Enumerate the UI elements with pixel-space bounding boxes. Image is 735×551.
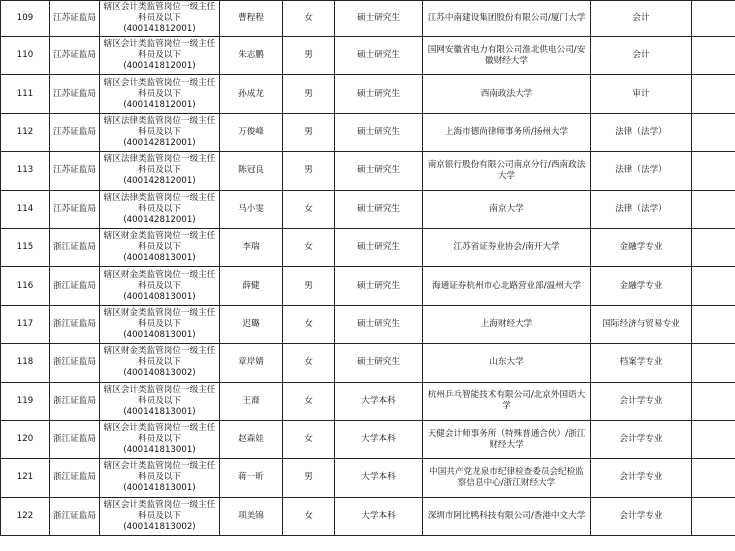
position-name-cell — [100, 37, 220, 75]
candidate-name-cell: 陈冠良 — [220, 152, 283, 190]
hiring-bureau-cell: 浙江证监局 — [50, 228, 100, 266]
position-code: (400140813001) — [123, 253, 196, 264]
position-name-cell — [100, 113, 220, 151]
row-number-cell: 118 — [1, 344, 50, 382]
position-code: (400141813001) — [123, 406, 196, 417]
position-name-cell — [100, 305, 220, 343]
hiring-bureau-cell: 浙江证监局 — [50, 420, 100, 458]
position-title: 辖区会计类监管岗位一级主任科员及以下 — [103, 77, 216, 99]
position-title: 辖区财金类监管岗位一级主任科员及以下 — [103, 231, 216, 253]
candidate-name-cell: 万俊峰 — [220, 113, 283, 151]
major-cell: 会计学专业 — [591, 459, 692, 497]
candidate-name-cell: 王裔 — [220, 382, 283, 420]
education-cell: 硕士研究生 — [335, 305, 423, 343]
position-code: (400142812001) — [123, 137, 196, 148]
education-cell: 硕士研究生 — [335, 37, 423, 75]
workplace-school-cell: 上海市德尚律师事务所/扬州大学 — [423, 113, 591, 151]
education-cell: 硕士研究生 — [335, 344, 423, 382]
position-name-cell — [100, 75, 220, 113]
position-code: (400140813001) — [123, 329, 196, 340]
table-row — [1, 113, 735, 151]
major-cell: 会计学专业 — [591, 382, 692, 420]
position-code: (400141813002) — [123, 521, 196, 532]
education-cell: 硕士研究生 — [335, 190, 423, 228]
table-row — [1, 382, 735, 420]
table-row — [1, 459, 735, 497]
gender-cell: 男 — [283, 75, 335, 113]
table-row — [1, 37, 735, 75]
row-number-cell: 122 — [1, 497, 50, 535]
workplace-school-cell: 海通证券杭州市心北路营业部/温州大学 — [423, 267, 591, 305]
candidate-name-cell: 朱志鹏 — [220, 37, 283, 75]
gender-cell: 女 — [283, 420, 335, 458]
table-row — [1, 228, 735, 266]
row-number-cell: 116 — [1, 267, 50, 305]
position-code: (400141812001) — [123, 99, 196, 110]
education-cell: 硕士研究生 — [335, 152, 423, 190]
gender-cell: 女 — [283, 1, 335, 37]
workplace-school-cell: 南京大学 — [423, 190, 591, 228]
position-title: 辖区会计类监管岗位一级主任科员及以下 — [103, 499, 216, 521]
remark-cell — [692, 305, 735, 343]
hiring-bureau-cell: 江苏证监局 — [50, 190, 100, 228]
candidate-name-cell: 迟璐 — [220, 305, 283, 343]
gender-cell: 男 — [283, 37, 335, 75]
table-row — [1, 305, 735, 343]
gender-cell: 女 — [283, 190, 335, 228]
hiring-bureau-cell: 江苏证监局 — [50, 1, 100, 37]
gender-cell: 男 — [283, 267, 335, 305]
remark-cell — [692, 228, 735, 266]
education-cell: 硕士研究生 — [335, 75, 423, 113]
major-cell: 会计学专业 — [591, 420, 692, 458]
hiring-bureau-cell: 浙江证监局 — [50, 267, 100, 305]
position-code: (400142812001) — [123, 214, 196, 225]
workplace-school-cell: 西南政法大学 — [423, 75, 591, 113]
position-title: 辖区会计类监管岗位一级主任科员及以下 — [103, 39, 216, 61]
hiring-bureau-cell: 浙江证监局 — [50, 382, 100, 420]
candidate-name-cell: 项美锦 — [220, 497, 283, 535]
position-code: (400141812001) — [123, 61, 196, 72]
remark-cell — [692, 459, 735, 497]
row-number-cell: 112 — [1, 113, 50, 151]
position-name-cell — [100, 190, 220, 228]
table-row — [1, 497, 735, 535]
row-number-cell: 110 — [1, 37, 50, 75]
remark-cell — [692, 113, 735, 151]
position-title: 辖区财金类监管岗位一级主任科员及以下 — [103, 307, 216, 329]
table-row — [1, 152, 735, 190]
table-row — [1, 344, 735, 382]
candidate-name-cell: 孙成龙 — [220, 75, 283, 113]
position-title: 辖区法律类监管岗位一级主任科员及以下 — [103, 115, 216, 137]
remark-cell — [692, 37, 735, 75]
table-row — [1, 190, 735, 228]
position-name-cell — [100, 152, 220, 190]
position-title: 辖区财金类监管岗位一级主任科员及以下 — [103, 346, 216, 368]
gender-cell: 男 — [283, 152, 335, 190]
position-title: 辖区会计类监管岗位一级主任科员及以下 — [103, 2, 216, 23]
education-cell: 大学本科 — [335, 459, 423, 497]
remark-cell — [692, 382, 735, 420]
workplace-school-cell: 国网安徽省电力有限公司淮北供电公司/安徽财经大学 — [423, 37, 591, 75]
candidate-name-cell: 蒋一昕 — [220, 459, 283, 497]
row-number-cell: 115 — [1, 228, 50, 266]
position-code: (400142812001) — [123, 176, 196, 187]
table-row — [1, 75, 735, 113]
remark-cell — [692, 75, 735, 113]
row-number-cell: 109 — [1, 1, 50, 37]
education-cell: 大学本科 — [335, 382, 423, 420]
major-cell: 审计 — [591, 75, 692, 113]
position-name-cell — [100, 344, 220, 382]
education-cell: 硕士研究生 — [335, 1, 423, 37]
gender-cell: 男 — [283, 459, 335, 497]
position-name-cell — [100, 267, 220, 305]
major-cell: 会计 — [591, 37, 692, 75]
hiring-bureau-cell: 江苏证监局 — [50, 75, 100, 113]
position-name-cell — [100, 420, 220, 458]
row-number-cell: 114 — [1, 190, 50, 228]
education-cell: 硕士研究生 — [335, 267, 423, 305]
workplace-school-cell: 深圳市阿比鸭科技有限公司/香港中文大学 — [423, 497, 591, 535]
position-name-cell — [100, 382, 220, 420]
position-name-cell — [100, 228, 220, 266]
hiring-bureau-cell: 浙江证监局 — [50, 459, 100, 497]
row-number-cell: 121 — [1, 459, 50, 497]
position-title: 辖区会计类监管岗位一级主任科员及以下 — [103, 461, 216, 483]
position-code: (400141813001) — [123, 445, 196, 456]
position-code: (400141813001) — [123, 483, 196, 494]
education-cell: 硕士研究生 — [335, 113, 423, 151]
candidate-name-cell: 章岸婧 — [220, 344, 283, 382]
workplace-school-cell: 江苏中南建设集团股份有限公司/厦门大学 — [423, 1, 591, 37]
row-number-cell: 117 — [1, 305, 50, 343]
gender-cell: 女 — [283, 382, 335, 420]
major-cell: 会计学专业 — [591, 497, 692, 535]
position-code: (400140813002) — [123, 368, 196, 379]
position-code: (400140813001) — [123, 291, 196, 302]
workplace-school-cell: 上海财经大学 — [423, 305, 591, 343]
hiring-bureau-cell: 浙江证监局 — [50, 344, 100, 382]
remark-cell — [692, 420, 735, 458]
education-cell: 大学本科 — [335, 420, 423, 458]
major-cell: 金融学专业 — [591, 267, 692, 305]
remark-cell — [692, 344, 735, 382]
hiring-bureau-cell: 江苏证监局 — [50, 37, 100, 75]
remark-cell — [692, 152, 735, 190]
remark-cell — [692, 497, 735, 535]
position-name-cell — [100, 497, 220, 535]
row-number-cell: 111 — [1, 75, 50, 113]
major-cell: 金融学专业 — [591, 228, 692, 266]
candidate-name-cell: 赵森娃 — [220, 420, 283, 458]
education-cell: 大学本科 — [335, 497, 423, 535]
major-cell: 档案学专业 — [591, 344, 692, 382]
gender-cell: 女 — [283, 497, 335, 535]
table-row — [1, 420, 735, 458]
major-cell: 法律（法学） — [591, 190, 692, 228]
major-cell: 国际经济与贸易专业 — [591, 305, 692, 343]
row-number-cell: 120 — [1, 420, 50, 458]
position-title: 辖区会计类监管岗位一级主任科员及以下 — [103, 423, 216, 445]
major-cell: 法律（法学） — [591, 152, 692, 190]
gender-cell: 女 — [283, 228, 335, 266]
workplace-school-cell: 南京银行股份有限公司南京分行/西南政法大学 — [423, 152, 591, 190]
hiring-bureau-cell: 浙江证监局 — [50, 497, 100, 535]
workplace-school-cell: 中国共产党龙泉市纪律检查委员会纪检监察信息中心/浙江财经大学 — [423, 459, 591, 497]
position-title: 辖区法律类监管岗位一级主任科员及以下 — [103, 192, 216, 214]
position-title: 辖区财金类监管岗位一级主任科员及以下 — [103, 269, 216, 291]
gender-cell: 女 — [283, 344, 335, 382]
hiring-bureau-cell: 江苏证监局 — [50, 113, 100, 151]
major-cell: 法律（法学） — [591, 113, 692, 151]
table-row — [1, 1, 735, 37]
candidate-name-cell: 曹程程 — [220, 1, 283, 37]
row-number-cell: 113 — [1, 152, 50, 190]
gender-cell: 女 — [283, 305, 335, 343]
candidate-name-cell: 薛健 — [220, 267, 283, 305]
hiring-bureau-cell: 浙江证监局 — [50, 305, 100, 343]
remark-cell — [692, 1, 735, 37]
row-number-cell: 119 — [1, 382, 50, 420]
workplace-school-cell: 杭州乒乓智能技术有限公司/北京外国语大学 — [423, 382, 591, 420]
gender-cell: 男 — [283, 113, 335, 151]
candidate-name-cell: 李瑞 — [220, 228, 283, 266]
candidate-name-cell: 马小雯 — [220, 190, 283, 228]
major-cell: 会计 — [591, 1, 692, 37]
position-name-cell — [100, 1, 220, 37]
position-title: 辖区会计类监管岗位一级主任科员及以下 — [103, 384, 216, 406]
table-row — [1, 267, 735, 305]
hiring-bureau-cell: 江苏证监局 — [50, 152, 100, 190]
remark-cell — [692, 190, 735, 228]
workplace-school-cell: 江苏省证券业协会/南开大学 — [423, 228, 591, 266]
position-title: 辖区法律类监管岗位一级主任科员及以下 — [103, 154, 216, 176]
education-cell: 硕士研究生 — [335, 228, 423, 266]
position-code: (400141812001) — [123, 24, 196, 34]
workplace-school-cell: 天健会计师事务所（特殊普通合伙）/浙江财经大学 — [423, 420, 591, 458]
remark-cell — [692, 267, 735, 305]
workplace-school-cell: 山东大学 — [423, 344, 591, 382]
position-name-cell — [100, 459, 220, 497]
